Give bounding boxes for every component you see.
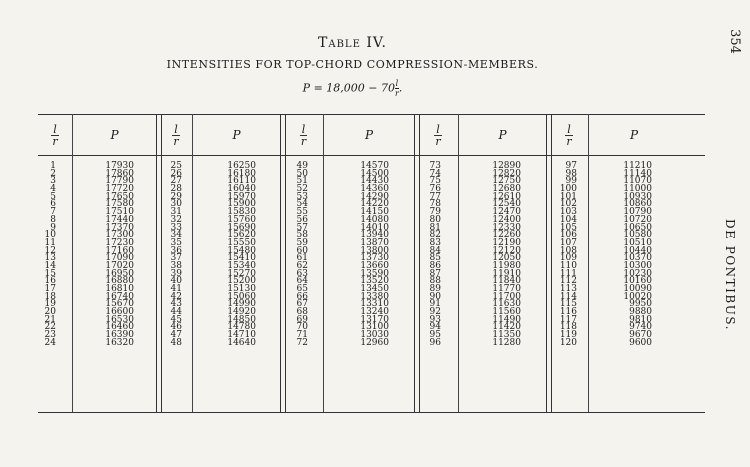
lr-cell: 53 <box>296 191 308 202</box>
lr-column <box>166 163 182 348</box>
p-cell: 12400 <box>492 214 521 225</box>
lr-cell: 54 <box>296 199 308 210</box>
p-cell: 12540 <box>492 199 521 210</box>
lr-column <box>425 163 441 348</box>
p-cell: 15200 <box>227 276 256 287</box>
p-cell: 13730 <box>360 253 389 264</box>
p-cell: 10020 <box>623 291 652 302</box>
p-cell: 16950 <box>105 268 134 279</box>
header-lr: $\frac{l}{r}$ <box>435 122 441 148</box>
lr-cell: 74 <box>429 168 441 179</box>
p-cell: 16600 <box>105 307 134 318</box>
p-cell: 10090 <box>623 284 652 294</box>
p-cell: 17230 <box>105 237 134 248</box>
lr-cell: 9 <box>50 222 56 233</box>
p-cell: 16740 <box>105 291 134 302</box>
lr-cell: 66 <box>296 291 308 302</box>
p-cell: 13520 <box>360 276 389 287</box>
lr-cell: 75 <box>429 176 441 187</box>
p-cell: 13870 <box>360 237 389 248</box>
lr-cell: 4 <box>50 184 56 195</box>
lr-cell: 23 <box>44 330 56 341</box>
lr-cell: 68 <box>296 307 308 318</box>
group-separator <box>546 114 552 412</box>
lr-cell: 37 <box>170 253 182 264</box>
lr-cell: 120 <box>559 337 577 348</box>
lr-cell: 26 <box>170 168 182 179</box>
lr-cell: 31 <box>170 207 182 218</box>
formula-numerator: l <box>395 79 399 88</box>
p-cell: 17440 <box>105 214 134 225</box>
lr-cell: 40 <box>170 276 182 287</box>
lr-cell: 43 <box>170 299 182 310</box>
p-cell: 11350 <box>492 330 521 341</box>
p-cell: 14430 <box>360 176 389 187</box>
lr-cell: 113 <box>559 284 577 294</box>
lr-cell: 118 <box>559 322 577 333</box>
lr-cell: 97 <box>565 161 577 171</box>
lr-cell: 57 <box>296 222 308 233</box>
p-cell: 17720 <box>105 184 134 195</box>
column-separator <box>72 114 73 412</box>
p-cell: 9810 <box>629 314 652 325</box>
p-cell: 11070 <box>623 176 652 187</box>
lr-cell: 72 <box>296 337 308 348</box>
p-cell: 17930 <box>105 161 134 171</box>
header-lr: $\frac{l}{r}$ <box>300 122 307 148</box>
lr-cell: 56 <box>296 214 308 225</box>
p-cell: 17650 <box>105 191 134 202</box>
lr-cell: 104 <box>559 214 577 225</box>
p-cell: 13940 <box>360 230 389 241</box>
lr-cell: 7 <box>50 207 56 218</box>
lr-cell: 108 <box>559 245 577 256</box>
lr-cell: 6 <box>50 199 56 210</box>
lr-cell: 19 <box>44 299 56 310</box>
lr-cell: 81 <box>429 222 441 233</box>
header-lr: $\frac{l}{r}$ <box>566 122 572 148</box>
table-label: Table IV. <box>318 35 387 51</box>
p-cell: 13240 <box>360 307 389 318</box>
lr-cell: 45 <box>170 314 182 325</box>
p-cell: 15670 <box>105 299 134 310</box>
p-cell: 13170 <box>360 314 389 325</box>
lr-cell: 35 <box>170 237 182 248</box>
p-cell: 12050 <box>492 253 521 264</box>
lr-cell: 111 <box>559 268 577 279</box>
p-cell: 16880 <box>105 276 134 287</box>
lr-cell: 17 <box>44 284 56 294</box>
lr-cell: 15 <box>44 268 56 279</box>
table-bottom-rule <box>38 412 705 413</box>
lr-cell: 102 <box>559 199 577 210</box>
lr-cell: 119 <box>559 330 577 341</box>
p-cell: 11840 <box>492 276 521 287</box>
p-cell: 14570 <box>360 161 389 171</box>
header-lr: $\frac{l}{r}$ <box>52 122 58 148</box>
p-cell: 10790 <box>623 207 652 218</box>
lr-cell: 79 <box>429 207 441 218</box>
column-separator <box>588 114 589 412</box>
lr-cell: 20 <box>44 307 56 318</box>
lr-cell: 22 <box>44 322 56 333</box>
lr-cell: 62 <box>296 260 308 271</box>
lr-cell: 33 <box>170 222 182 233</box>
lr-cell: 52 <box>296 184 308 195</box>
p-cell: 10230 <box>623 268 652 279</box>
lr-cell: 109 <box>559 253 577 264</box>
lr-cell: 101 <box>559 191 577 202</box>
p-cell: 17790 <box>105 176 134 187</box>
p-cell: 10930 <box>623 191 652 202</box>
p-cell: 14500 <box>360 168 389 179</box>
p-cell: 13030 <box>360 330 389 341</box>
p-cell: 11210 <box>623 161 652 171</box>
header-p: P <box>498 128 507 142</box>
p-cell: 15970 <box>227 191 256 202</box>
lr-cell: 27 <box>170 176 182 187</box>
p-cell: 14780 <box>227 322 256 333</box>
p-cell: 16530 <box>105 314 134 325</box>
p-cell: 16320 <box>105 337 134 348</box>
p-cell: 10160 <box>623 276 652 287</box>
lr-cell: 67 <box>296 299 308 310</box>
lr-cell: 29 <box>170 191 182 202</box>
lr-cell: 116 <box>559 307 577 318</box>
p-cell: 16110 <box>227 176 256 187</box>
lr-cell: 106 <box>559 230 577 241</box>
group-separator <box>414 114 420 412</box>
p-cell: 16460 <box>105 322 134 333</box>
lr-cell: 44 <box>170 307 182 318</box>
lr-cell: 10 <box>44 230 56 241</box>
p-cell: 11630 <box>492 299 521 310</box>
lr-cell: 63 <box>296 268 308 279</box>
lr-cell: 21 <box>44 314 56 325</box>
lr-cell: 50 <box>296 168 308 179</box>
table-header-rule <box>38 155 705 156</box>
lr-cell: 24 <box>44 337 56 348</box>
lr-cell: 94 <box>429 322 441 333</box>
p-cell: 17580 <box>105 199 134 210</box>
p-cell: 16390 <box>105 330 134 341</box>
p-cell: 14080 <box>360 214 389 225</box>
p-cell: 14710 <box>227 330 256 341</box>
lr-cell: 117 <box>559 314 577 325</box>
lr-cell: 16 <box>44 276 56 287</box>
p-cell: 14990 <box>227 299 256 310</box>
lr-cell: 115 <box>559 299 577 310</box>
lr-cell: 105 <box>559 222 577 233</box>
lr-cell: 77 <box>429 191 441 202</box>
lr-cell: 100 <box>559 184 577 195</box>
page-number: 354 <box>726 29 742 54</box>
lr-cell: 86 <box>429 260 441 271</box>
lr-cell: 76 <box>429 184 441 195</box>
p-cell: 13450 <box>360 284 389 294</box>
p-cell: 14640 <box>227 337 256 348</box>
p-cell: 15270 <box>227 268 256 279</box>
lr-cell: 64 <box>296 276 308 287</box>
formula-lhs: P = 18,000 − 70 <box>302 81 395 95</box>
lr-cell: 12 <box>44 245 56 256</box>
p-cell: 10300 <box>623 260 652 271</box>
p-cell: 15130 <box>227 284 256 294</box>
p-cell: 13660 <box>360 260 389 271</box>
p-cell: 16810 <box>105 284 134 294</box>
p-cell: 12120 <box>492 245 521 256</box>
header-p: P <box>232 128 241 142</box>
table-formula <box>0 79 705 98</box>
p-column <box>100 163 134 348</box>
lr-cell: 51 <box>296 176 308 187</box>
p-cell: 12610 <box>492 191 521 202</box>
p-cell: 10440 <box>623 245 652 256</box>
p-cell: 10510 <box>623 237 652 248</box>
lr-cell: 85 <box>429 253 441 264</box>
lr-column <box>292 163 308 348</box>
lr-cell: 70 <box>296 322 308 333</box>
lr-cell: 58 <box>296 230 308 241</box>
p-cell: 14850 <box>227 314 256 325</box>
p-cell: 10720 <box>623 214 652 225</box>
p-cell: 10580 <box>623 230 652 241</box>
lr-cell: 34 <box>170 230 182 241</box>
lr-cell: 88 <box>429 276 441 287</box>
p-cell: 17090 <box>105 253 134 264</box>
p-cell: 13590 <box>360 268 389 279</box>
lr-cell: 114 <box>559 291 577 302</box>
p-cell: 15690 <box>227 222 256 233</box>
column-separator <box>323 114 324 412</box>
lr-cell: 2 <box>50 168 56 179</box>
p-cell: 12260 <box>492 230 521 241</box>
lr-cell: 13 <box>44 253 56 264</box>
p-column <box>487 163 521 348</box>
lr-cell: 5 <box>50 191 56 202</box>
p-cell: 11980 <box>492 260 521 271</box>
header-p: P <box>110 128 119 142</box>
lr-cell: 28 <box>170 184 182 195</box>
p-cell: 12750 <box>492 176 521 187</box>
formula-tail: . <box>398 81 403 95</box>
p-cell: 13800 <box>360 245 389 256</box>
p-cell: 10860 <box>623 199 652 210</box>
p-cell: 15830 <box>227 207 256 218</box>
lr-cell: 30 <box>170 199 182 210</box>
lr-cell: 95 <box>429 330 441 341</box>
lr-cell: 110 <box>559 260 577 271</box>
p-cell: 17860 <box>105 168 134 179</box>
lr-cell: 1 <box>50 161 56 171</box>
lr-cell: 32 <box>170 214 182 225</box>
lr-cell: 73 <box>429 161 441 171</box>
p-cell: 14920 <box>227 307 256 318</box>
lr-cell: 69 <box>296 314 308 325</box>
p-column <box>222 163 256 348</box>
p-cell: 16180 <box>227 168 256 179</box>
group-separator <box>280 114 286 412</box>
lr-cell: 90 <box>429 291 441 302</box>
p-cell: 10650 <box>623 222 652 233</box>
p-column <box>618 163 652 348</box>
p-cell: 9740 <box>629 322 652 333</box>
lr-cell: 65 <box>296 284 308 294</box>
p-cell: 15410 <box>227 253 256 264</box>
p-cell: 13100 <box>360 322 389 333</box>
formula-denominator: r <box>394 89 399 98</box>
column-separator <box>192 114 193 412</box>
lr-cell: 55 <box>296 207 308 218</box>
p-cell: 12890 <box>492 161 521 171</box>
lr-cell: 60 <box>296 245 308 256</box>
p-cell: 15060 <box>227 291 256 302</box>
p-cell: 14360 <box>360 184 389 195</box>
lr-cell: 84 <box>429 245 441 256</box>
lr-cell: 47 <box>170 330 182 341</box>
p-cell: 11420 <box>492 322 521 333</box>
header-p: P <box>364 128 374 142</box>
lr-cell: 91 <box>429 299 441 310</box>
lr-cell: 61 <box>296 253 308 264</box>
p-cell: 9600 <box>629 337 652 348</box>
lr-cell: 92 <box>429 307 441 318</box>
p-cell: 15900 <box>227 199 256 210</box>
p-cell: 9880 <box>629 307 652 318</box>
header-lr: $\frac{l}{r}$ <box>173 122 179 148</box>
lr-cell: 87 <box>429 268 441 279</box>
p-cell: 9670 <box>629 330 652 341</box>
lr-cell: 83 <box>429 237 441 248</box>
lr-cell: 41 <box>170 284 182 294</box>
p-cell: 11140 <box>623 168 652 179</box>
lr-cell: 71 <box>296 330 308 341</box>
lr-column <box>40 163 56 348</box>
p-cell: 11280 <box>492 337 521 348</box>
p-cell: 11910 <box>492 268 521 279</box>
p-cell: 14010 <box>360 222 389 233</box>
table-title: INTENSITIES FOR TOP-CHORD COMPRESSION-MEMBERS. <box>166 58 539 71</box>
p-cell: 11560 <box>492 307 521 318</box>
p-cell: 11490 <box>492 314 521 325</box>
p-cell: 17510 <box>105 207 134 218</box>
lr-cell: 18 <box>44 291 56 302</box>
lr-cell: 59 <box>296 237 308 248</box>
p-cell: 16250 <box>227 161 256 171</box>
lr-cell: 14 <box>44 260 56 271</box>
p-cell: 17020 <box>105 260 134 271</box>
lr-cell: 25 <box>170 161 182 171</box>
p-cell: 15480 <box>227 245 256 256</box>
p-cell: 13310 <box>360 299 389 310</box>
p-cell: 10370 <box>623 253 652 264</box>
lr-cell: 80 <box>429 214 441 225</box>
lr-cell: 11 <box>44 237 56 248</box>
p-cell: 14290 <box>360 191 389 202</box>
p-cell: 17300 <box>105 230 134 241</box>
p-cell: 12190 <box>492 237 521 248</box>
header-p: P <box>629 128 639 142</box>
lr-cell: 8 <box>50 214 56 225</box>
p-cell: 13380 <box>360 291 389 302</box>
p-cell: 12820 <box>492 168 521 179</box>
lr-cell: 49 <box>296 161 308 171</box>
lr-cell: 99 <box>565 176 577 187</box>
p-cell: 11770 <box>492 284 521 294</box>
lr-cell: 107 <box>559 237 577 248</box>
p-cell: 14220 <box>360 199 389 210</box>
lr-cell: 36 <box>170 245 182 256</box>
lr-cell: 38 <box>170 260 182 271</box>
p-cell: 15620 <box>227 230 256 241</box>
lr-cell: 3 <box>50 176 56 187</box>
group-separator <box>156 114 162 412</box>
lr-cell: 39 <box>170 268 182 279</box>
p-cell: 16040 <box>227 184 256 195</box>
p-cell: 12470 <box>492 207 521 218</box>
p-cell: 12330 <box>492 222 521 233</box>
p-cell: 11000 <box>623 184 652 195</box>
p-cell: 12680 <box>492 184 521 195</box>
lr-cell: 78 <box>429 199 441 210</box>
lr-column <box>555 163 577 348</box>
p-cell: 9950 <box>629 299 652 310</box>
lr-cell: 96 <box>429 337 441 348</box>
running-head: DE PONTIBUS. <box>723 219 737 331</box>
lr-cell: 103 <box>559 207 577 218</box>
p-cell: 15340 <box>227 260 256 271</box>
column-separator <box>458 114 459 412</box>
lr-cell: 112 <box>559 276 577 287</box>
p-cell: 17160 <box>105 245 134 256</box>
lr-cell: 82 <box>429 230 441 241</box>
lr-cell: 48 <box>170 337 182 348</box>
lr-cell: 89 <box>429 284 441 294</box>
p-cell: 11700 <box>492 291 521 302</box>
lr-cell: 93 <box>429 314 441 325</box>
lr-cell: 42 <box>170 291 182 302</box>
p-cell: 12960 <box>360 337 389 348</box>
p-column <box>355 163 389 348</box>
p-cell: 17370 <box>105 222 134 233</box>
p-cell: 15760 <box>227 214 256 225</box>
p-cell: 14150 <box>360 207 389 218</box>
p-cell: 15550 <box>227 237 256 248</box>
lr-cell: 98 <box>565 168 577 179</box>
lr-cell: 46 <box>170 322 182 333</box>
